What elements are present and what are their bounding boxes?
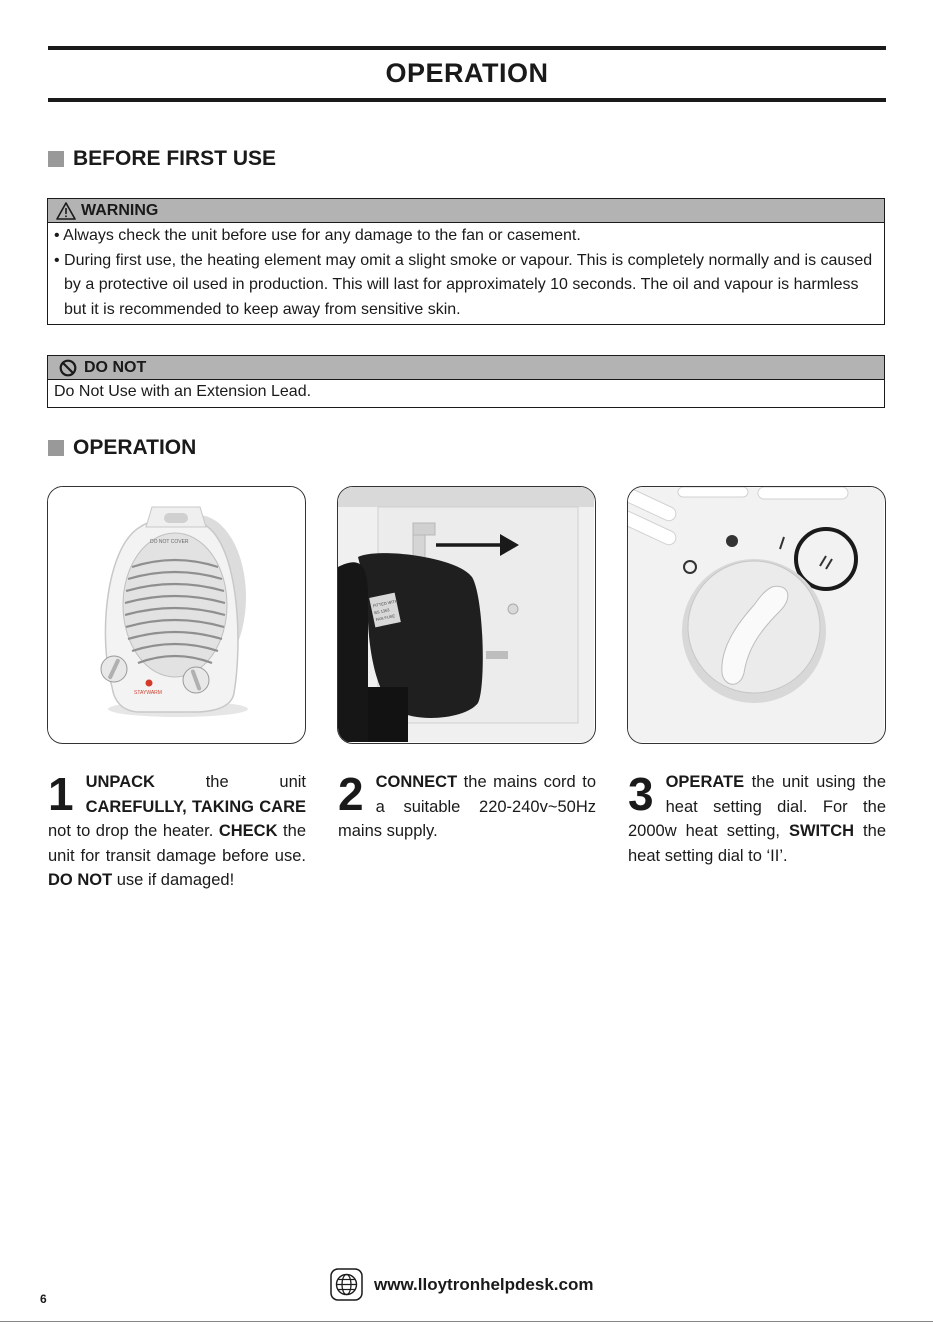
dial-illustration — [628, 487, 884, 742]
warning-item: • Always check the unit before use for any damage to the fan or casement. — [54, 227, 581, 244]
step-emphasis: SWITCH — [788, 822, 855, 840]
step-text — [338, 768, 596, 840]
step-emphasis: UNPACK — [85, 773, 155, 791]
warning-item: • During first use, the heating element may omit a slight smoke or vapour. This is completely normally and is caused by a protective oil used in production. This will last for approximately 10 seconds. The oil and vapour is harmless but it is recommended to keep away from sensitive skin. — [54, 251, 873, 318]
warning-label: WARNING — [81, 201, 159, 219]
step-number: 3 — [628, 768, 654, 820]
warning-box — [47, 198, 885, 325]
step-text-segment: not to drop the heater. — [48, 822, 219, 840]
warning-item-text: Always check the unit before use for any damage to the fan or casement. — [63, 227, 581, 244]
page-number: 6 — [40, 1292, 47, 1306]
step-number: 1 — [48, 768, 74, 820]
plug-label-line: FITTED WITH — [372, 598, 399, 609]
warning-item-text: During first use, the heating element may omit a slight smoke or vapour. This is completely normally and is caused by a protective oil used in production. This will last for approximately 10 seconds. The oil and vapour is harmless but it is recommended to keep away from sensitive skin. — [64, 251, 873, 318]
bottom-rule — [0, 1321, 933, 1322]
step-1 — [48, 770, 306, 893]
step-3 — [628, 770, 886, 868]
step-text-segment: the unit for transit damage before use. — [48, 822, 306, 865]
heater-top-label: DO NOT COVER — [150, 539, 189, 545]
plug-photo — [337, 486, 596, 744]
step-emphasis: CHECK — [218, 822, 278, 840]
helpdesk-url: www.lloytronhelpdesk.com — [374, 1274, 594, 1294]
globe-icon — [330, 1268, 363, 1301]
step-text-segment: the mains cord to a suitable 220-240v~50Hz mains supply. — [338, 773, 596, 840]
step-text-segment: the unit using the heat setting dial. For the 2000w heat setting, — [628, 773, 886, 840]
step-emphasis: CONNECT — [375, 773, 458, 791]
page-title: OPERATION — [385, 58, 549, 88]
do-not-text: Do Not Use with an Extension Lead. — [54, 383, 312, 400]
section-title: OPERATION — [73, 436, 197, 459]
plug-illustration — [338, 487, 594, 742]
title-underline — [48, 98, 886, 102]
step-text-segment: use if damaged! — [112, 871, 235, 889]
step-text — [628, 768, 886, 865]
step-emphasis: OPERATE — [665, 773, 745, 791]
do-not-label: DO NOT — [84, 358, 147, 376]
helpdesk-link[interactable] — [330, 1268, 593, 1301]
step-text-segment: the heat setting dial to ‘II’. — [628, 822, 886, 865]
warning-triangle-icon — [56, 202, 76, 220]
do-not-header — [48, 356, 884, 380]
step-emphasis: DO NOT — [48, 871, 113, 889]
heater-photo — [47, 486, 306, 744]
step-number: 2 — [338, 768, 364, 820]
section-title: BEFORE FIRST USE — [73, 147, 277, 170]
section-square-icon — [48, 151, 64, 167]
step-text — [48, 768, 306, 889]
dial-photo — [627, 486, 886, 744]
heater-illustration — [48, 487, 304, 742]
warning-header — [48, 199, 884, 223]
plug-label-line: FAN FUSE — [375, 613, 396, 623]
do-not-box — [47, 355, 885, 408]
section-square-icon — [48, 440, 64, 456]
plug-label-line: BS 1363 — [373, 607, 390, 616]
step-text-segment: the unit — [154, 773, 306, 791]
heater-brand: STAYWARM — [134, 690, 162, 696]
prohibited-icon — [59, 359, 77, 377]
warning-body — [48, 223, 884, 324]
do-not-body — [48, 380, 884, 407]
section-heading-before-first-use — [48, 147, 276, 171]
section-heading-operation — [48, 436, 196, 460]
step-emphasis: CAREFULLY, TAKING CARE — [85, 797, 306, 816]
top-rule — [48, 46, 886, 50]
step-2 — [338, 770, 596, 844]
